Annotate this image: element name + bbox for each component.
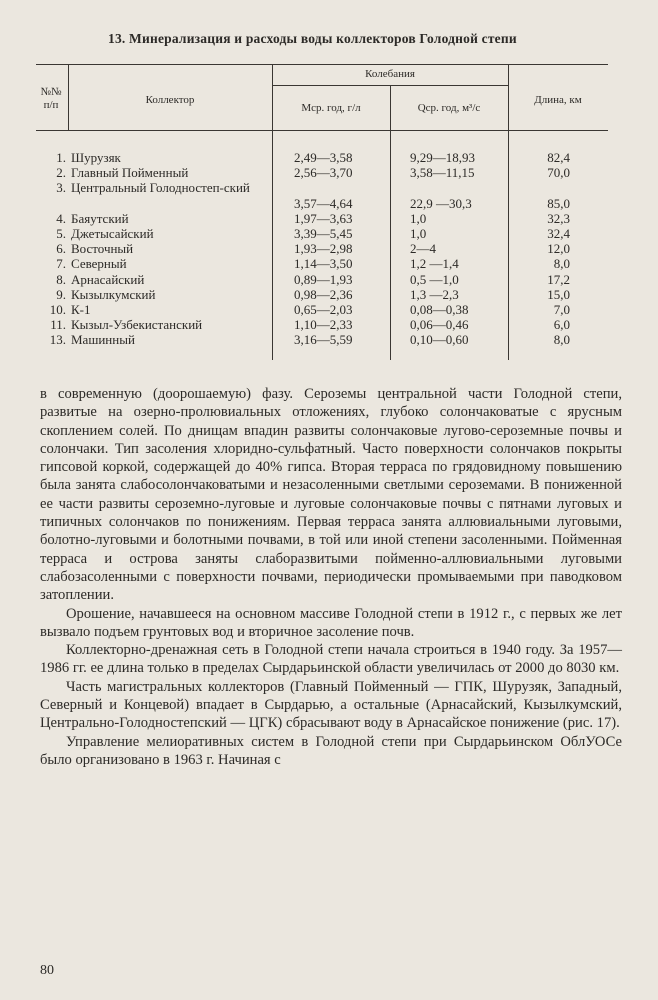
table-row (36, 180, 608, 210)
discharge-range: 1,2 —1,4 (410, 256, 459, 272)
header-fluctuations: Колебания (365, 68, 415, 80)
mineralization-range: 1,10—2,33 (294, 317, 353, 333)
header-length: Длина, км (534, 94, 582, 106)
paragraph: в современную (доорошаемую) фазу. Сероземы центральной части Голодной степи, развитые на озерно-пролювиальных отложениях, глубоко солончаковатые с ярусным скоплением солей. По днищам впадин развиты солончаковые лугово-сероземные почвы и солончаки. Тип засоления хлоридно-сульфатный. Часто поверхности солончаков покрыты гипсовой коркой, содержащей до 40% гипса. Вторая терраса по грядовидному повышению была занята слабосолончаковатыми и незасоленными светлыми сероземами. В пониженной ее части развиты сероземно-луговые и луговые солончаковые почвы с пятнами луговых и типичных солончаков по понижениям. Первая терраса занята аллювиальными луговыми, болотно-луговыми и болотными почвами, в той или иной степени засоленными. Пойменная терраса и острова заняты слаборазвитыми пойменно-аллювиальными луговыми слабозасоленными с поверхности почвами, периодически промываемыми при паводковом затоплении. (40, 386, 622, 604)
mineralization-range: 3,39—5,45 (294, 225, 353, 241)
discharge-range: 0,10—0,60 (410, 332, 469, 348)
discharge-range: 2—4 (410, 241, 436, 257)
table-row (36, 150, 608, 165)
discharge-range: 0,06—0,46 (410, 317, 469, 333)
row-number: 4. (56, 210, 66, 226)
length-value: 32,4 (547, 225, 570, 241)
mineralization-range: 1,93—2,98 (294, 241, 353, 257)
collector-name: Машинный (71, 332, 135, 348)
discharge-range: 1,0 (410, 225, 427, 241)
row-number: 2. (56, 165, 66, 181)
page-number: 80 (40, 963, 54, 978)
paragraph: Орошение, начавшееся на основном массиве Голодной степи в 1912 г., с первых же лет вызвало подъем грунтовых вод и вторичное засоление почв. (40, 605, 622, 640)
length-value: 12,0 (547, 241, 570, 257)
length-value: 15,0 (547, 286, 570, 302)
discharge-range: 3,58—11,15 (410, 165, 475, 181)
mineralization-range: 2,49—3,58 (294, 150, 353, 165)
table-row (36, 287, 608, 302)
header-no: №№ п/п (40, 86, 62, 111)
row-number: 5. (56, 225, 66, 241)
paragraph: Коллекторно-дренажная сеть в Голодной степи начала строиться в 1940 году. За 1957—1986 гг. ее длина только в пределах Сырдарьинской области увеличилась от 2000 до 8030 км. (40, 642, 622, 677)
table-row (36, 241, 608, 256)
collector-name: Восточный (71, 241, 134, 257)
row-number: 9. (56, 286, 66, 302)
discharge-range: 22,9 —30,3 (410, 195, 472, 211)
length-value: 8,0 (553, 332, 570, 348)
mineralization-range: 1,14—3,50 (294, 256, 353, 272)
header-m-avg: Мср. год, г/л (301, 102, 361, 114)
row-number: 8. (56, 271, 66, 287)
mineralization-range: 2,56—3,70 (294, 165, 353, 181)
collector-name: Арнасайский (71, 271, 145, 287)
length-value: 17,2 (547, 271, 570, 287)
table-row (36, 165, 608, 180)
row-number: 7. (56, 256, 66, 272)
collector-name: Джетысайский (71, 225, 154, 241)
table-row (36, 211, 608, 226)
row-number: 11. (50, 317, 66, 333)
table-title: 13. Минерализация и расходы воды коллекторов Голодной степи (108, 31, 517, 46)
mineralization-range: 0,98—2,36 (294, 286, 353, 302)
discharge-range: 1,0 (410, 210, 427, 226)
data-table (36, 64, 608, 360)
discharge-range: 9,29—18,93 (410, 150, 475, 165)
table-body (36, 150, 608, 347)
collector-name: Центральный Голодностеп-ский (71, 180, 250, 196)
header-collector: Коллектор (145, 94, 195, 106)
length-value: 8,0 (553, 256, 570, 272)
row-number: 1. (56, 150, 66, 165)
collector-name: Кызыл-Узбекистанский (71, 317, 203, 333)
table-row (36, 226, 608, 241)
row-number: 3. (56, 180, 66, 196)
row-number: 6. (56, 241, 66, 257)
table-row (36, 302, 608, 317)
row-number: 13. (49, 332, 66, 348)
discharge-range: 1,3 —2,3 (410, 286, 459, 302)
mineralization-range: 3,57—4,64 (294, 195, 353, 211)
table-row (36, 272, 608, 287)
table-row (36, 256, 608, 271)
row-number: 10. (49, 301, 66, 317)
collector-name: Баяутский (71, 210, 129, 226)
table-row (36, 332, 608, 347)
collector-name: К-1 (71, 301, 91, 317)
mineralization-range: 1,97—3,63 (294, 210, 353, 226)
length-value: 6,0 (553, 317, 570, 333)
mineralization-range: 3,16—5,59 (294, 332, 353, 348)
length-value: 70,0 (547, 165, 570, 181)
header-q-avg: Qср. год, м³/с (417, 102, 481, 114)
length-value: 7,0 (553, 301, 570, 317)
collector-name: Шурузяк (71, 150, 121, 165)
length-value: 85,0 (547, 195, 570, 211)
discharge-range: 0,08—0,38 (410, 301, 469, 317)
collector-name: Кызылкумский (71, 286, 156, 302)
header-bottom-rule (36, 130, 608, 131)
paragraph: Часть магистральных коллекторов (Главный Пойменный — ГПК, Шурузяк, Западный, Северный и Концевой) впадает в Сырдарью, а остальные (Арнасайский, Кызылкумский, Центрально-Голодностепский — ЦГК) сбрасывают воду в Арнасайское понижение (рис. 17). (40, 678, 622, 732)
length-value: 32,3 (547, 210, 570, 226)
collector-name: Северный (71, 256, 127, 272)
length-value: 82,4 (547, 150, 570, 165)
mineralization-range: 0,89—1,93 (294, 271, 353, 287)
mineralization-range: 0,65—2,03 (294, 301, 353, 317)
paragraph: Управление мелиоративных систем в Голодной степи при Сырдарьинском ОблУОСе было организовано в 1963 г. Начиная с (40, 733, 622, 768)
table-row (36, 317, 608, 332)
collector-name: Главный Пойменный (71, 165, 189, 181)
discharge-range: 0,5 —1,0 (410, 271, 459, 287)
body-text (40, 385, 622, 769)
table-top-rule (36, 64, 608, 65)
